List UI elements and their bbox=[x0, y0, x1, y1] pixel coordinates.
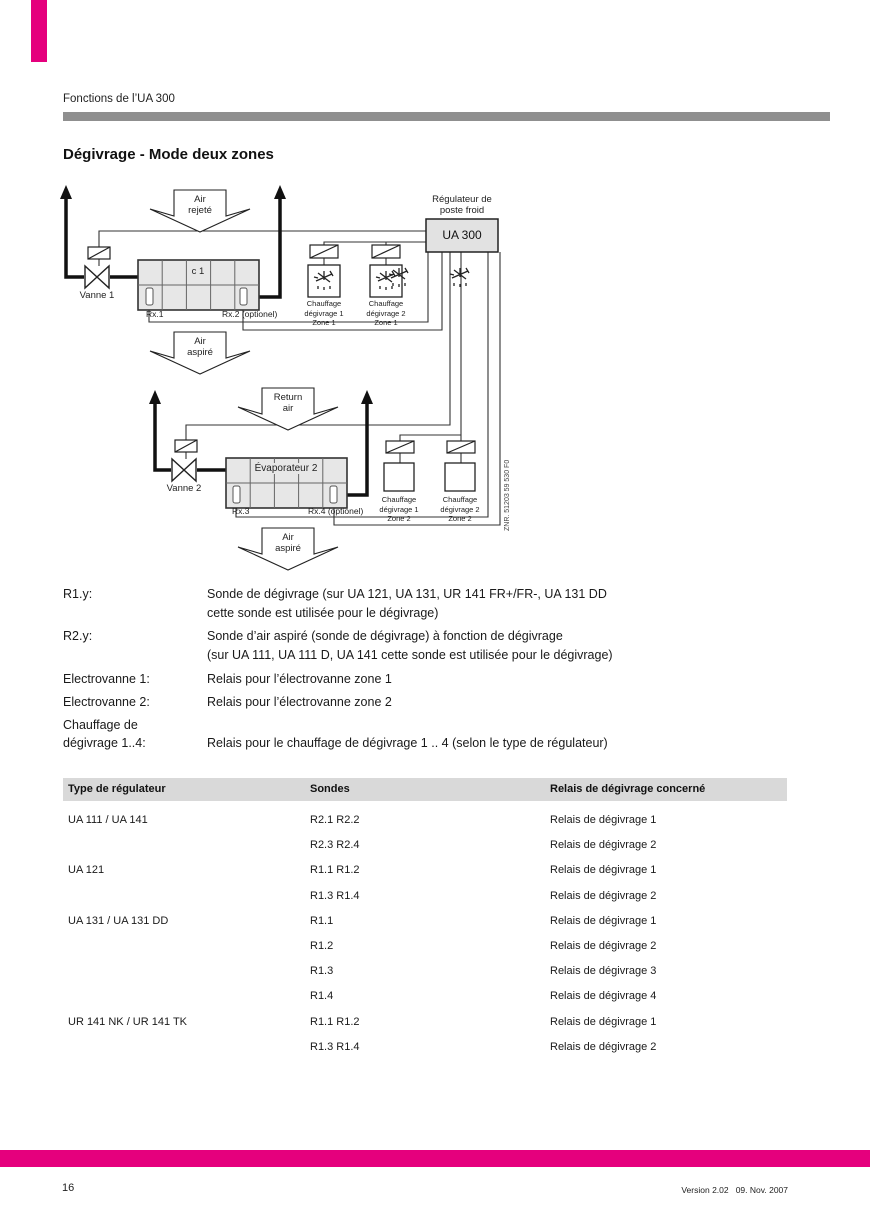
def-desc-ev1: Relais pour l’électrovanne zone 1 bbox=[207, 672, 392, 686]
cell-relais: Relais de dégivrage 2 bbox=[550, 889, 657, 902]
cell-relais: Relais de dégivrage 1 bbox=[550, 914, 657, 927]
return-air-label: Return air bbox=[273, 392, 303, 414]
col-header-relais: Relais de dégivrage concerné bbox=[550, 783, 706, 795]
cell-sondes: R1.3 R1.4 bbox=[310, 1040, 360, 1053]
page-number: 16 bbox=[62, 1182, 75, 1194]
footer-bar bbox=[0, 1150, 870, 1167]
cell-type: UA 131 / UA 131 DD bbox=[68, 914, 169, 927]
table-row bbox=[63, 984, 787, 1009]
table-header-row bbox=[63, 778, 787, 801]
vanne2-label: Vanne 2 bbox=[166, 483, 202, 494]
table-row bbox=[63, 1010, 787, 1035]
table-row bbox=[63, 959, 787, 984]
page-title: Dégivrage - Mode deux zones bbox=[63, 146, 274, 163]
table-row bbox=[63, 858, 787, 883]
cell-relais: Relais de dégivrage 1 bbox=[550, 864, 657, 877]
def-term-ev2: Electrovanne 2: bbox=[63, 695, 150, 709]
air-aspire2-label: Air aspiré bbox=[275, 532, 301, 554]
evaporator1-label: c 1 bbox=[191, 266, 205, 277]
def-term-chauffage: Chauffage de dégivrage 1..4: bbox=[63, 718, 146, 750]
cell-type: UA 121 bbox=[68, 864, 105, 877]
cell-sondes: R1.1 R1.2 bbox=[310, 864, 360, 877]
def-desc-r2y: Sonde d’air aspiré (sonde de dégivrage) à fonction de dégivrage (sur UA 111, UA 111 D, UA 141 cette sonde est utilisée pour le dégivrage) bbox=[207, 629, 613, 662]
table-row bbox=[63, 884, 787, 909]
ua300-label: UA 300 bbox=[442, 228, 482, 242]
cell-relais: Relais de dégivrage 2 bbox=[550, 1040, 657, 1053]
heater-zone2-1-label: Chauffage dégivrage 1 Zone 2 bbox=[379, 495, 419, 523]
rx2-label: Rx.2 (optionel) bbox=[222, 309, 278, 319]
sensor-rx3 bbox=[233, 486, 240, 503]
col-header-sondes: Sondes bbox=[310, 783, 350, 795]
cell-relais: Relais de dégivrage 1 bbox=[550, 1015, 657, 1028]
cell-relais: Relais de dégivrage 1 bbox=[550, 814, 657, 826]
regulator-relay-table bbox=[63, 778, 787, 1060]
cell-sondes: R1.1 bbox=[310, 914, 334, 927]
cell-sondes: R2.1 R2.2 bbox=[310, 814, 360, 826]
valve2-symbol bbox=[172, 459, 196, 481]
cell-sondes: R1.1 R1.2 bbox=[310, 1015, 360, 1028]
chapter-tab bbox=[31, 0, 47, 62]
table-row bbox=[63, 934, 787, 959]
sensor-rx2 bbox=[240, 288, 247, 305]
cell-relais: Relais de dégivrage 4 bbox=[550, 990, 657, 1003]
def-desc-r1y: Sonde de dégivrage (sur UA 121, UA 131, UR 141 FR+/FR-, UA 131 DD cette sonde est utilisée pour le dégivrage) bbox=[207, 587, 607, 620]
cell-type: UR 141 NK / UR 141 TK bbox=[68, 1015, 188, 1028]
def-desc-chauffage: Relais pour le chauffage de dégivrage 1 .. 4 (selon le type de régulateur) bbox=[207, 736, 608, 750]
znr-drawing-number: ZNR. 51203 59 530 F0 bbox=[504, 459, 511, 531]
table-row bbox=[63, 833, 787, 858]
header-rule bbox=[63, 112, 830, 121]
valve1-symbol bbox=[85, 266, 109, 288]
cell-sondes: R1.4 bbox=[310, 990, 334, 1003]
def-term-r1y: R1.y: bbox=[63, 587, 93, 601]
table-row bbox=[63, 909, 787, 934]
sensor-rx4 bbox=[330, 486, 337, 503]
air-aspire1-label: Air aspiré bbox=[187, 336, 213, 358]
heater-zone1-2-label: Chauffage dégivrage 2 Zone 1 bbox=[366, 299, 406, 327]
cell-sondes: R1.3 bbox=[310, 965, 334, 978]
heater-zone1-1-label: Chauffage dégivrage 1 Zone 1 bbox=[304, 299, 344, 327]
sensor-rx1 bbox=[146, 288, 153, 305]
rx3-label: Rx.3 bbox=[232, 506, 250, 516]
air-rejete-label: Air rejeté bbox=[188, 194, 212, 216]
def-desc-ev2: Relais pour l’électrovanne zone 2 bbox=[207, 695, 392, 709]
vanne1-label: Vanne 1 bbox=[79, 290, 115, 301]
heater-zone2-2-label: Chauffage dégivrage 2 Zone 2 bbox=[440, 495, 480, 523]
cell-sondes: R1.3 R1.4 bbox=[310, 889, 360, 902]
cell-sondes: R1.2 bbox=[310, 939, 334, 952]
cell-type: UA 111 / UA 141 bbox=[68, 814, 148, 826]
rx1-label: Rx.1 bbox=[146, 309, 164, 319]
cell-relais: Relais de dégivrage 3 bbox=[550, 965, 657, 978]
cell-relais: Relais de dégivrage 2 bbox=[550, 839, 657, 852]
col-header-type: Type de régulateur bbox=[68, 783, 166, 795]
regulator-label: Régulateur de poste froid bbox=[432, 194, 492, 216]
running-header: Fonctions de l’UA 300 bbox=[63, 93, 175, 105]
cell-relais: Relais de dégivrage 2 bbox=[550, 939, 657, 952]
two-zone-defrost-diagram bbox=[58, 183, 528, 583]
rx4-label: Rx.4 (optionel) bbox=[308, 506, 364, 516]
def-term-ev1: Electrovanne 1: bbox=[63, 672, 150, 686]
cell-sondes: R2.3 R2.4 bbox=[310, 839, 360, 852]
def-term-r2y: R2.y: bbox=[63, 629, 93, 643]
evaporator2-label: Évaporateur 2 bbox=[252, 463, 321, 474]
table-row bbox=[63, 808, 787, 833]
version-stamp: Version 2.02 09. Nov. 2007 bbox=[681, 1185, 788, 1195]
table-row bbox=[63, 1035, 787, 1060]
